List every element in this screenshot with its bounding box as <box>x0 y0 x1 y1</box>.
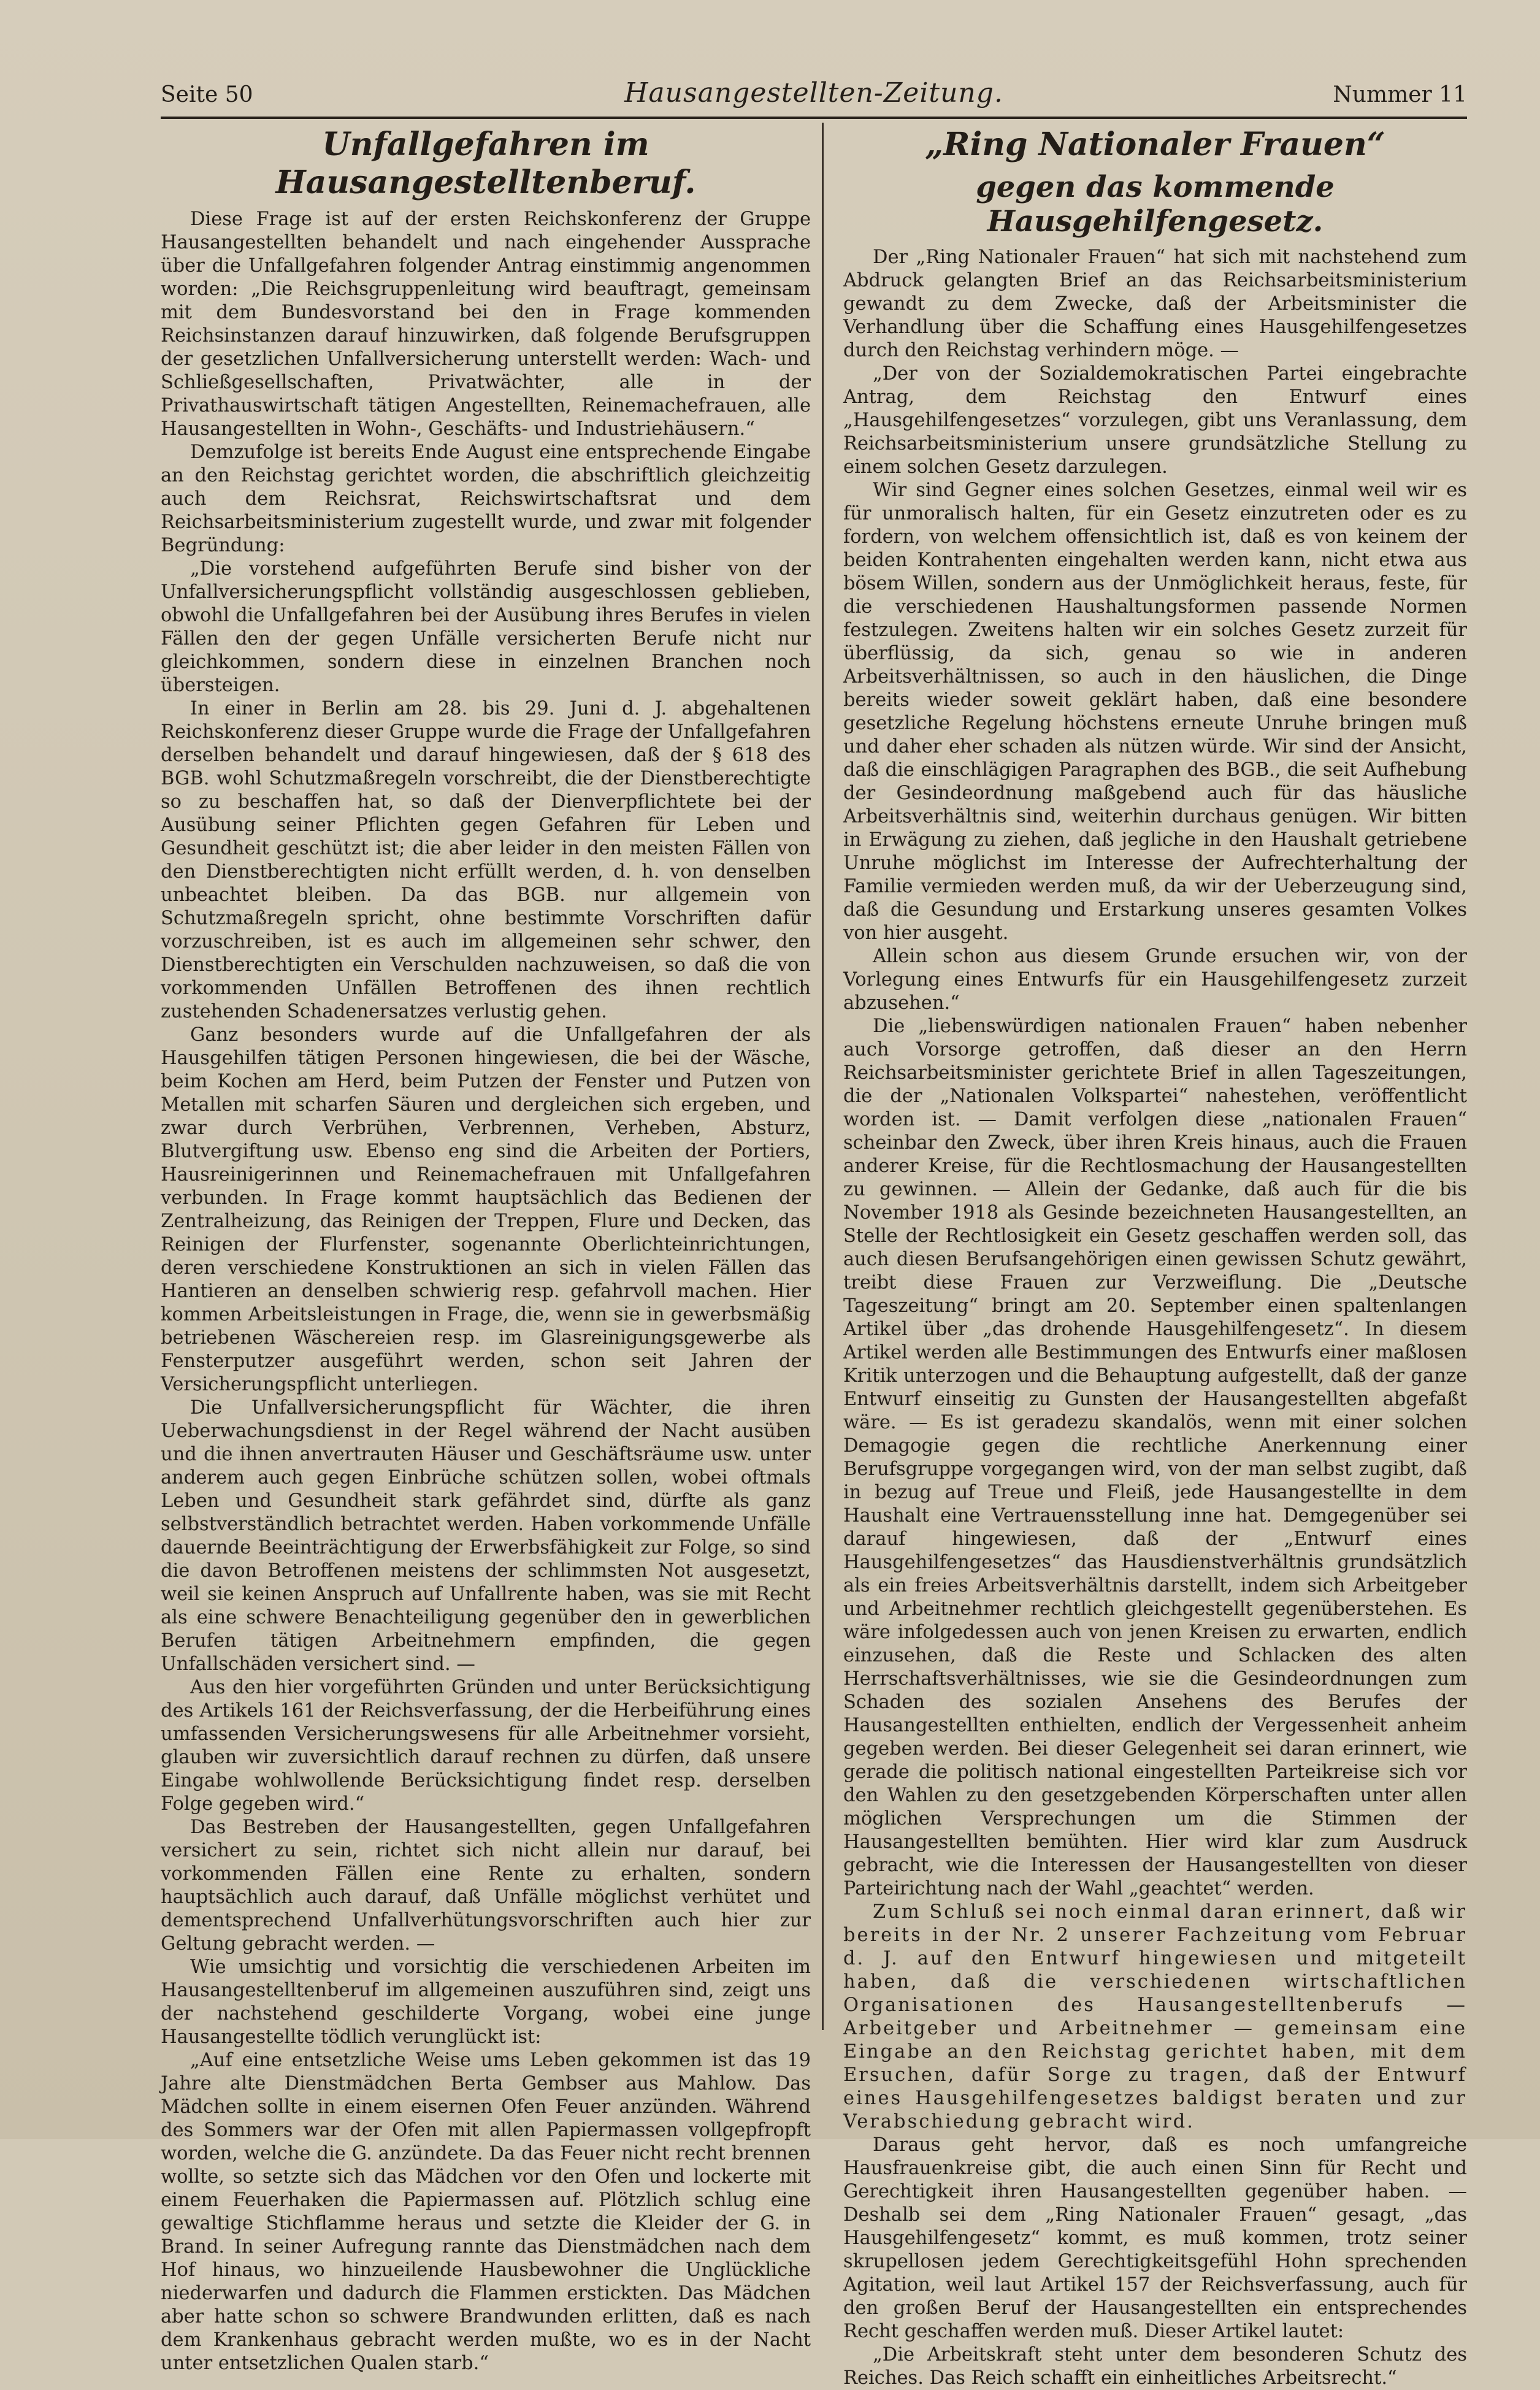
left-column <box>161 126 811 2375</box>
paragraph: „Die vorstehend aufgeführten Berufe sind bisher von der Unfallversicherungspflicht vollständig ausgeschlossen geblieben, obwohl die Unfallgefahren bei der Ausübung ihres Berufes in vielen Fällen den der gegen Unfälle versicherten Berufe nicht nur gleichkommen, sondern diese in einzelnen Branchen noch übersteigen. <box>161 558 811 696</box>
paragraph: Wie umsichtig und vorsichtig die verschiedenen Arbeiten im Hausangestelltenberuf im allgemeinen auszuführen sind, zeigt uns der nachstehend geschilderte Vorgang, wobei eine junge Hausangestellte tödlich verunglückt ist: <box>161 1956 811 2048</box>
header-rule <box>161 117 1467 119</box>
paragraph: Die „liebenswürdigen nationalen Frauen“ haben nebenher auch Vorsorge getroffen, daß dieser an den Herrn Reichsarbeitsminister gerichtete Brief in allen Tageszeitungen, die der „Nationalen Volkspartei“ nahestehen, veröffentlicht worden ist. — Damit verfolgen diese „nationalen Frauen“ scheinbar den Zweck, über ihren Kreis hinaus, auch die Frauen anderer Kreise, für die Rechtlosmachung der Hausangestellten zu gewinnen. — Allein der Gedanke, daß auch für die bis November 1918 als Gesinde bezeichneten Hausangestellten, an Stelle der Rechtlosigkeit ein Gesetz geschaffen werden soll, das auch diesen Berufsangehörigen einen gewissen Schutz gewährt, treibt diese Frauen zur Verzweiflung. Die „Deutsche Tageszeitung“ bringt am 20. September einen spaltenlangen Artikel über „das drohende Hausgehilfengesetz“. In diesem Artikel werden alle Bestimmungen des Entwurfs einer maßlosen Kritik unterzogen und die Behauptung aufgestellt, daß der ganze Entwurf einseitig zu Gunsten der Hausangestellten abgefaßt wäre. — Es ist geradezu skandalös, wenn mit einer solchen Demagogie gegen die rechtliche Anerkennung einer Berufsgruppe vorgegangen wird, von der man selbst zugibt, daß in bezug auf Treue und Fleiß, jede Hausangestellte in dem Haushalt eine Vertrauensstellung inne hat. Demgegenüber sei darauf hingewiesen, daß der „Entwurf eines Hausgehilfengesetzes“ das Hausdienstverhältnis grundsätzlich als ein freies Arbeitsverhältnis darstellt, indem sich Arbeitgeber und Arbeitnehmer rechtlich gleichgestellt gegenüberstehen. Es wäre infolgedessen auch von jenen Kreisen zu erwarten, endlich einzusehen, daß die Reste und Schlacken des alten Herrschaftsverhältnisses, wie sie die Gesindeordnungen zum Schaden des sozialen Ansehens des Berufes der Hausangestellten enthielten, endlich der Vergessenheit anheim gegeben werden. Bei dieser Gelegenheit sei daran erinnert, wie gerade die politisch national eingestellten Parteikreise sich vor den Wahlen zu den gesetzgebenden Körperschaften unter allen möglichen Versprechungen um die Stimmen der Hausangestellten bemühten. Hier wird klar zum Ausdruck gebracht, wie die Interessen der Hausangestellten von dieser Parteirichtung nach der Wahl „geachtet“ werden. <box>843 1016 1467 1899</box>
paragraph: Aus den hier vorgeführten Gründen und unter Berücksichtigung des Artikels 161 der Reichsverfassung, der die Herbeiführung eines umfassenden Versicherungswesens für alle Arbeitnehmer vorsieht, glauben wir zuversichtlich darauf rechnen zu dürfen, daß unsere Eingabe wohlwollende Berücksichtigung findet resp. derselben Folge gegeben wird.“ <box>161 1677 811 1815</box>
paragraph: Das Bestreben der Hausangestellten, gegen Unfallgefahren versichert zu sein, richtet sich nicht allein nur darauf, bei vorkommenden Fällen eine Rente zu erhalten, sondern hauptsächlich auch darauf, daß Unfälle möglichst verhütet und dementsprechend Unfallverhütungsvorschriften auch hier zur Geltung gebracht werden. — <box>161 1817 811 1955</box>
paragraph: Daraus geht hervor, daß es noch umfangreiche Hausfrauenkreise gibt, die auch einen Sinn für Recht und Gerechtigkeit ihren Hausangestellten gegenüber haben. — Deshalb sei dem „Ring Nationaler Frauen“ gesagt, „das Hausgehilfengesetz“ kommt, es muß kommen, trotz seiner skrupellosen jedem Gerechtigkeitsgefühl Hohn sprechenden Agitation, weil laut Artikel 157 der Reichsverfassung, auch für den großen Beruf der Hausangestellten ein entsprechendes Recht geschaffen werden muß. Dieser Artikel lautet: <box>843 2134 1467 2342</box>
column-divider <box>822 123 824 2030</box>
paragraph: „Auf eine entsetzliche Weise ums Leben gekommen ist das 19 Jahre alte Dienstmädchen Berta Gembser aus Mahlow. Das Mädchen sollte in einem eisernen Ofen Feuer anzünden. Während des Sommers war der Ofen mit allen Papiermassen vollgepfropft worden, welche die G. anzündete. Da das Feuer nicht recht brennen wollte, so setzte sich das Mädchen vor den Ofen und lockerte mit einem Feuerhaken die Papiermassen auf. Plötzlich schlug eine gewaltige Stichflamme heraus und setzte die Kleider der G. in Brand. In seiner Aufregung rannte das Dienstmädchen nach dem Hof hinaus, wo hinzueilende Hausbewohner die Unglückliche niederwarfen und dadurch die Flammen erstickten. Das Mädchen aber hatte schon so schwere Brandwunden erlitten, daß es nach dem Krankenhaus gebracht werden mußte, wo es in der Nacht unter entsetzlichen Qualen starb.“ <box>161 2050 811 2374</box>
page-header <box>161 74 1467 117</box>
page-number: Seite 50 <box>161 82 253 107</box>
masthead: Hausangestellten-Zeitung. <box>624 77 1003 109</box>
paragraph-emphasized: Zum Schluß sei noch einmal daran erinnert, daß wir bereits in der Nr. 2 unserer Fachzeitung vom Februar d. J. auf den Entwurf hingewiesen und mitgeteilt haben, daß die verschiedenen wirtschaftlichen Organisationen des Hausangestelltenberufs — Arbeitgeber und Arbeitnehmer — gemeinsam eine Eingabe an den Reichstag gerichtet haben, mit dem Ersuchen, dafür Sorge zu tragen, daß der Entwurf eines Hausgehilfengesetzes baldigst beraten und zur Verabschiedung gebracht wird. <box>843 1901 1467 2132</box>
paragraph: Diese Frage ist auf der ersten Reichskonferenz der Gruppe Hausangestellten behandelt und nach eingehender Aussprache über die Unfallgefahren folgender Antrag einstimmig angenommen worden: „Die Reichsgruppenleitung wird beauftragt, gemeinsam mit dem Bundesvorstand bei den in Frage kommenden Reichsinstanzen darauf hinzuwirken, daß folgende Berufsgruppen der gesetzlichen Unfallversicherung unterstellt werden: Wach- und Schließgesellschaften, Privatwächter, alle in der Privathauswirtschaft tätigen Angestellten, Reinemachefrauen, alle Hausangestellten in Wohn-, Geschäfts- und Industriehäusern.“ <box>161 209 811 440</box>
article-title-left: Unfallgefahren im Hausangestelltenberuf. <box>275 126 696 201</box>
paragraph: Die Unfallversicherungspflicht für Wächter, die ihren Ueberwachungsdienst in der Regel während der Nacht ausüben und die ihnen anvertrauten Häuser und Geschäftsräume usw. unter anderem auch gegen Einbrüche schützen sollen, wobei oftmals Leben und Gesundheit stark gefährdet sind, dürfte als ganz selbstverständlich betrachtet werden. Haben vorkommende Unfälle dauernde Beeinträchtigung der Erwerbsfähigkeit zur Folge, so sind die davon Betroffenen meistens der schlimmsten Not ausgesetzt, weil sie keinen Anspruch auf Unfallrente haben, was sie mit Recht als eine schwere Benachteiligung gegenüber den in gewerblichen Berufen tätigen Arbeitnehmern empfinden, die gegen Unfallschäden versichert sind. — <box>161 1397 811 1675</box>
quoted-article: „Die Arbeitskraft steht unter dem besonderen Schutz des Reiches. Das Reich schafft ein einheitliches Arbeitsrecht.“ <box>843 2344 1467 2389</box>
paragraph: In einer in Berlin am 28. bis 29. Juni d. J. abgehaltenen Reichskonferenz dieser Gruppe wurde die Frage der Unfallgefahren derselben behandelt und darauf hingewiesen, daß der § 618 des BGB. wohl Schutzmaßregeln vorschreibt, die der Dienstberechtigte so zu beschaffen hat, so daß der Dienverpflichtete bei der Ausübung seiner Pflichten gegen Gefahren für Leben und Gesundheit geschützt ist; die aber leider in den meisten Fällen von den Dienstberechtigten nicht erfüllt werden, d. h. von denselben unbeachtet bleiben. Da das BGB. nur allgemein von Schutzmaßregeln spricht, ohne bestimmte Vorschriften dafür vorzuschreiben, ist es auch im allgemeinen sehr schwer, den Dienstberechtigten ein Verschulden nachzuweisen, so daß die von vorkommenden Unfällen Betroffenen des ihnen rechtlich zustehenden Schadenersatzes verlustig gehen. <box>161 698 811 1022</box>
paragraph: Ganz besonders wurde auf die Unfallgefahren der als Hausgehilfen tätigen Personen hingewiesen, die bei der Wäsche, beim Kochen am Herd, beim Putzen der Fenster und Putzen von Metallen mit scharfen Säuren und dergleichen sich ergeben, und zwar durch Verbrühen, Verbrennen, Verheben, Absturz, Blutvergiftung usw. Ebenso eng sind die Arbeiten der Portiers, Hausreinigerinnen und Reinemachefrauen mit Unfallgefahren verbunden. In Frage kommt hauptsächlich das Bedienen der Zentralheizung, das Reinigen der Treppen, Flure und Decken, das Reinigen der Flurfenster, sogenannte Oberlichteinrichtungen, deren verschiedene Konstruktionen an sich in vielen Fällen das Hantieren an denselben schwierig resp. gefahrvoll machen. Hier kommen Arbeitsleistungen in Frage, die, wenn sie in gewerbsmäßig betriebenen Wäschereien resp. im Glasreinigungsgewerbe als Fensterputzer ausgeführt werden, schon seit Jahren der Versicherungspflicht unterliegen. <box>161 1024 811 1395</box>
article-title-right: „Ring Nationaler Frauen“ <box>925 126 1385 163</box>
paragraph: Demzufolge ist bereits Ende August eine entsprechende Eingabe an den Reichstag gerichtet worden, die abschriftlich gleichzeitig auch dem Reichsrat, Reichswirtschaftsrat und dem Reichsarbeitsministerium zugestellt wurde, und zwar mit folgender Begründung: <box>161 442 811 556</box>
paragraph: Allein schon aus diesem Grunde ersuchen wir, von der Vorlegung eines Entwurfs für ein Hausgehilfengesetz zurzeit abzusehen.“ <box>843 946 1467 1014</box>
paragraph: Der „Ring Nationaler Frauen“ hat sich mit nachstehend zum Abdruck gelangten Brief an das Reichsarbeitsministerium gewandt zu dem Zwecke, daß der Arbeitsminister die Verhandlung über die Schaffung eines Hausgehilfengesetzes durch den Reichstag verhindern möge. — <box>843 247 1467 361</box>
issue-number: Nummer 11 <box>1333 82 1467 107</box>
article-subtitle-right: gegen das kommende Hausgehilfengesetz. <box>976 170 1335 239</box>
paragraph: „Der von der Sozialdemokratischen Partei eingebrachte Antrag, dem Reichstag den Entwurf eines „Hausgehilfengesetzes“ vorzulegen, gibt uns Veranlassung, dem Reichsarbeitsministerium unsere grundsätzliche Stellung zu einem solchen Gesetz darzulegen. <box>843 363 1467 478</box>
right-column <box>843 126 1467 2390</box>
paragraph: Wir sind Gegner eines solchen Gesetzes, einmal weil wir es für unmoralisch halten, für ein Gesetz einzutreten oder es zu fordern, von welchem offensichtlich ist, daß es von keinem der beiden Kontrahenten eingehalten werden kann, nicht etwa aus bösem Willen, sondern aus der Unmöglichkeit heraus, feste, für die verschiedenen Haushaltungsformen passende Normen festzulegen. Zweitens halten wir ein solches Gesetz zurzeit für überflüssig, da sich, genau so wie in anderen Arbeitsverhältnissen, so auch in den häuslichen, die Dinge bereits wieder soweit geklärt haben, daß eine besondere gesetzliche Regelung höchstens erneute Unruhe bringen muß und daher eher schaden als nützen würde. Wir sind der Ansicht, daß die einschlägigen Paragraphen des BGB., die seit Aufhebung der Gesindeordnung maßgebend auch für das häusliche Arbeitsverhältnis sind, weiterhin durchaus genügen. Wir bitten in Erwägung zu ziehen, daß jegliche in den Haushalt getriebene Unruhe möglichst im Interesse der Aufrechterhaltung der Familie vermieden werden muß, da wir der Ueberzeugung sind, daß die Gesundung und Erstarkung unseres gesamten Volkes von hier ausgeht. <box>843 480 1467 944</box>
